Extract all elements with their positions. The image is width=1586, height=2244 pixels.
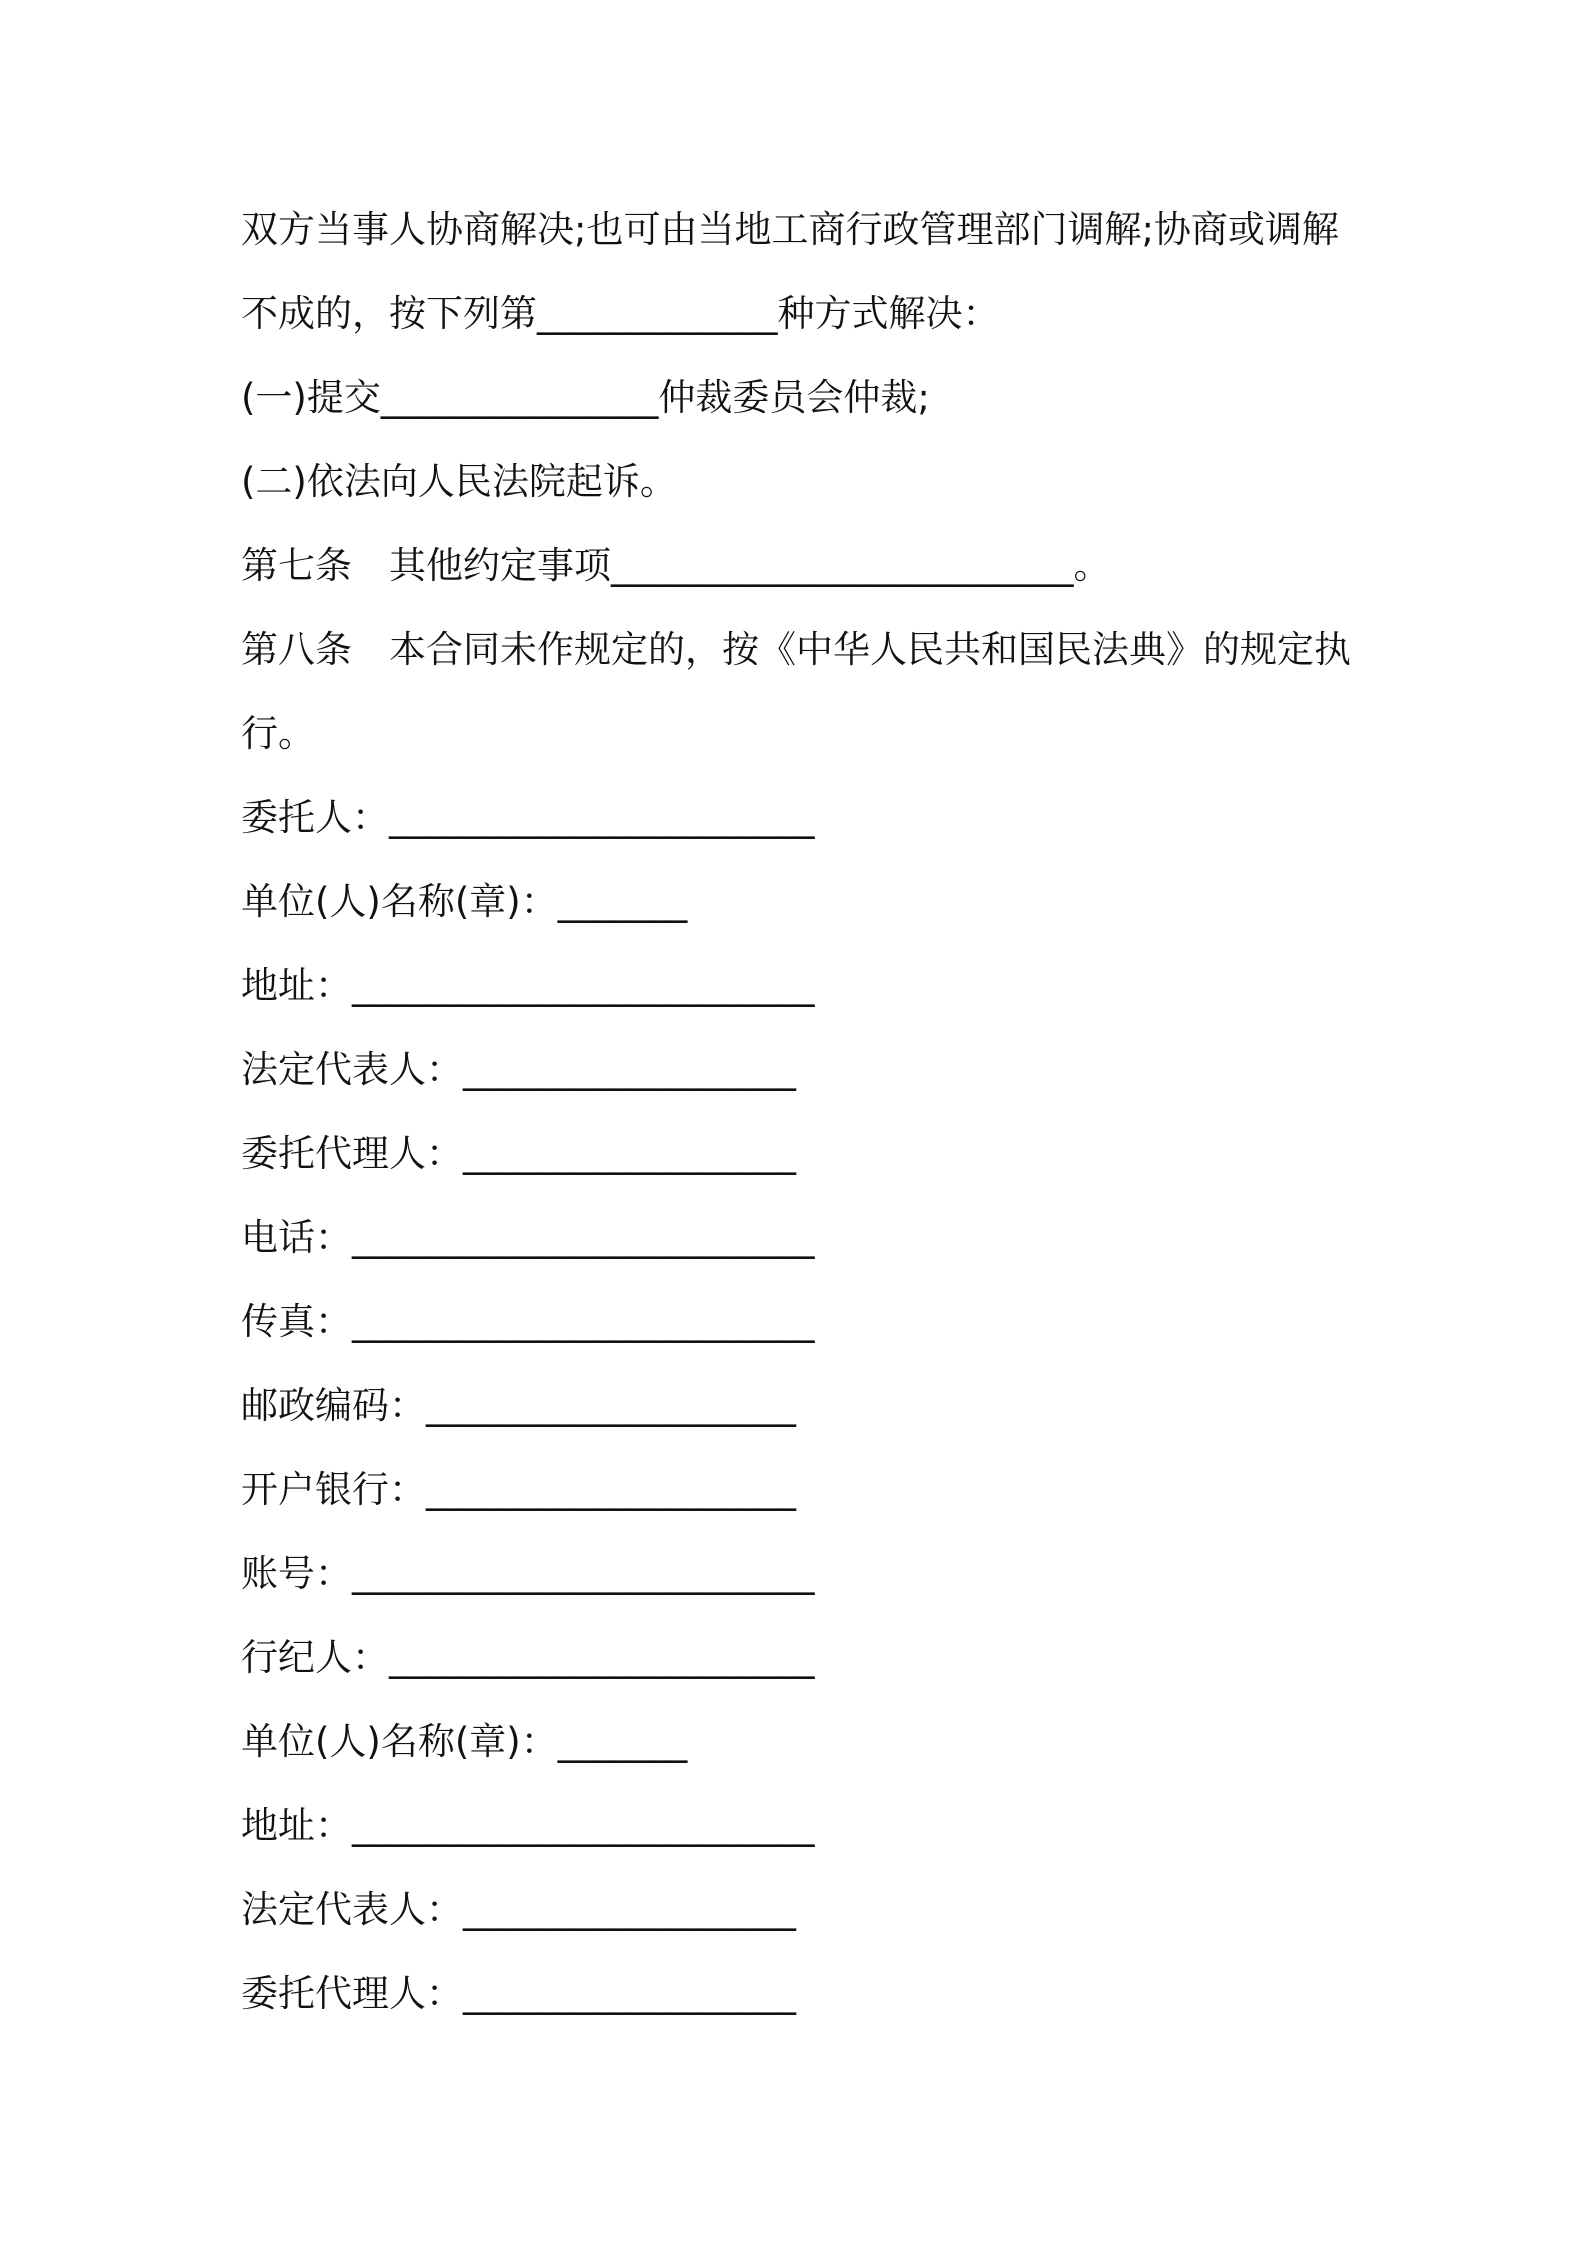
broker-address-field: 地址：_________________________ (241, 1804, 815, 1847)
article-seven: 第七条 其他约定事项_________________________。 (241, 544, 1111, 587)
arbitration-option: (一)提交_______________仲裁委员会仲裁; (241, 376, 930, 419)
document-body (241, 188, 1361, 2036)
principal-address-field: 地址：_________________________ (241, 964, 815, 1007)
dispute-resolution-line-2: 不成的，按下列第_____________种方式解决： (241, 292, 1000, 335)
broker-legal-rep-field: 法定代表人：__________________ (241, 1888, 796, 1931)
article-eight-line-2: 行。 (241, 712, 315, 755)
broker-agent-field: 委托代理人：__________________ (241, 1972, 796, 2015)
principal-bank-field: 开户银行：____________________ (241, 1468, 796, 1511)
principal-legal-rep-field: 法定代表人：__________________ (241, 1048, 796, 1091)
broker-field: 行纪人：_______________________ (241, 1636, 815, 1679)
principal-agent-field: 委托代理人：__________________ (241, 1132, 796, 1175)
principal-account-field: 账号：_________________________ (241, 1552, 815, 1595)
principal-fax-field: 传真：_________________________ (241, 1300, 815, 1343)
principal-org-name-field: 单位(人)名称(章)：_______ (241, 880, 688, 923)
principal-field: 委托人：_______________________ (241, 796, 815, 839)
principal-postcode-field: 邮政编码：____________________ (241, 1384, 796, 1427)
litigation-option: (二)依法向人民法院起诉。 (241, 460, 677, 503)
broker-org-name-field: 单位(人)名称(章)：_______ (241, 1720, 688, 1763)
dispute-resolution-line-1: 双方当事人协商解决;也可由当地工商行政管理部门调解;协商或调解 (241, 208, 1339, 251)
article-eight-line-1: 第八条 本合同未作规定的，按《中华人民共和国民法典》的规定执 (241, 628, 1351, 671)
principal-phone-field: 电话：_________________________ (241, 1216, 815, 1259)
